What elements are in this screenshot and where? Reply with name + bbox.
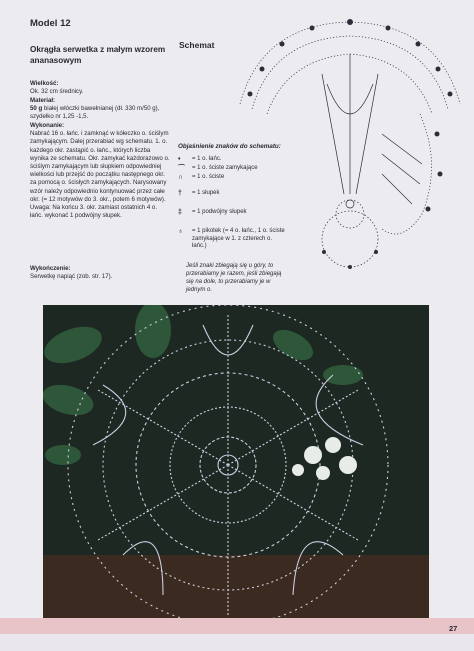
legend-item-picot: ♁ = 1 pikotek (= 4 o. łańc., 1 o. ściste zamykające w 1. z czterech o. łańc.) <box>178 228 285 249</box>
material-label: Materiał: <box>30 97 56 104</box>
material-section <box>30 97 170 122</box>
making-label: Wykonanie: <box>30 122 65 129</box>
treble-crochet-icon: ‡ <box>178 209 182 216</box>
material-amount: 50 g <box>30 105 43 113</box>
schema-heading: Schemat <box>179 40 215 50</box>
legend-item-double-crochet: † = 1 słupek <box>178 190 220 197</box>
finish-label: Wykończenie: <box>30 265 71 272</box>
legend-item-slip-stitch: ⌒ = 1 o. ściste zamykające <box>178 165 258 172</box>
model-number: Model 12 <box>30 18 71 29</box>
material-value <box>30 105 170 121</box>
size-label: Wielkość: <box>30 80 59 87</box>
chain-stitch-icon: • <box>178 156 181 163</box>
doily-photo-illustration <box>43 305 429 625</box>
slip-stitch-icon: ⌒ <box>178 165 185 172</box>
material-description: białej włóczki bawełnianej (dł. 330 m/50 g), szydełko nr 1,25 -1,5. <box>30 105 160 121</box>
single-crochet-icon: ∩ <box>178 174 184 181</box>
chart-third-arc <box>267 54 432 114</box>
size-value: Ok. 32 cm średnicy. <box>30 88 84 96</box>
making-section <box>30 122 170 220</box>
picot-icon: ♁ <box>178 228 184 235</box>
page-number: 27 <box>449 624 458 633</box>
finish-value: Serwetkę napiąć (zob. str. 17). <box>30 273 113 281</box>
chart-side-arc <box>382 114 432 234</box>
chart-side-stitches <box>382 134 422 204</box>
making-instructions: Nabrać 16 o. łańc. i zamknąć w kółeczko o. ściślym zamykającym. Dalej przerabiać wg schematu. 1. o. każdego okr. zastąpić o. łańc., których liczba wynika ze schematu. Okr. zamykać każdorazowo o. ściślym zamykającym lub słupkiem odpowiedniej wielkości lub przejść do początku następnego okr. za pomocą o. ścisłych zamykających. Narysowany wzór należy odpowiednio kontynuować przez całe okr. (= 12 motywów do 3. okr., potem 6 motywów). Uwaga: Na końcu 3. okr. zamiast ostatnich 4 o. łańc. wykonać 1 podwójny słupek. <box>30 130 170 220</box>
chart-center-medallion <box>322 211 378 267</box>
chart-pineapple-stitches <box>322 54 378 194</box>
bottom-margin <box>0 634 474 651</box>
finish-section <box>30 265 170 281</box>
legend-item-single-crochet: ∩ = 1 o. ściste <box>178 174 225 181</box>
doily-photo <box>43 305 429 625</box>
pattern-title: Okrągła serwetka z małym wzorem ananasowym <box>30 45 166 65</box>
chart-inner-round <box>336 200 364 228</box>
size-section <box>30 80 170 96</box>
legend-title: Objaśnienie znaków do schematu: <box>178 143 281 150</box>
legend-note: Jeśli znaki zbiegają się u góry, to przerabiamy je razem, jeśli zbiegają się na dole, to przerabiamy je w jednym o. <box>186 263 282 293</box>
chart-center-ring <box>346 200 354 208</box>
legend-item-treble-crochet: ‡ = 1 podwójny słupek <box>178 209 247 216</box>
bottom-color-stripe <box>0 618 474 634</box>
legend-item-chain: • = 1 o. łańc. <box>178 156 222 163</box>
double-crochet-icon: † <box>178 190 182 197</box>
